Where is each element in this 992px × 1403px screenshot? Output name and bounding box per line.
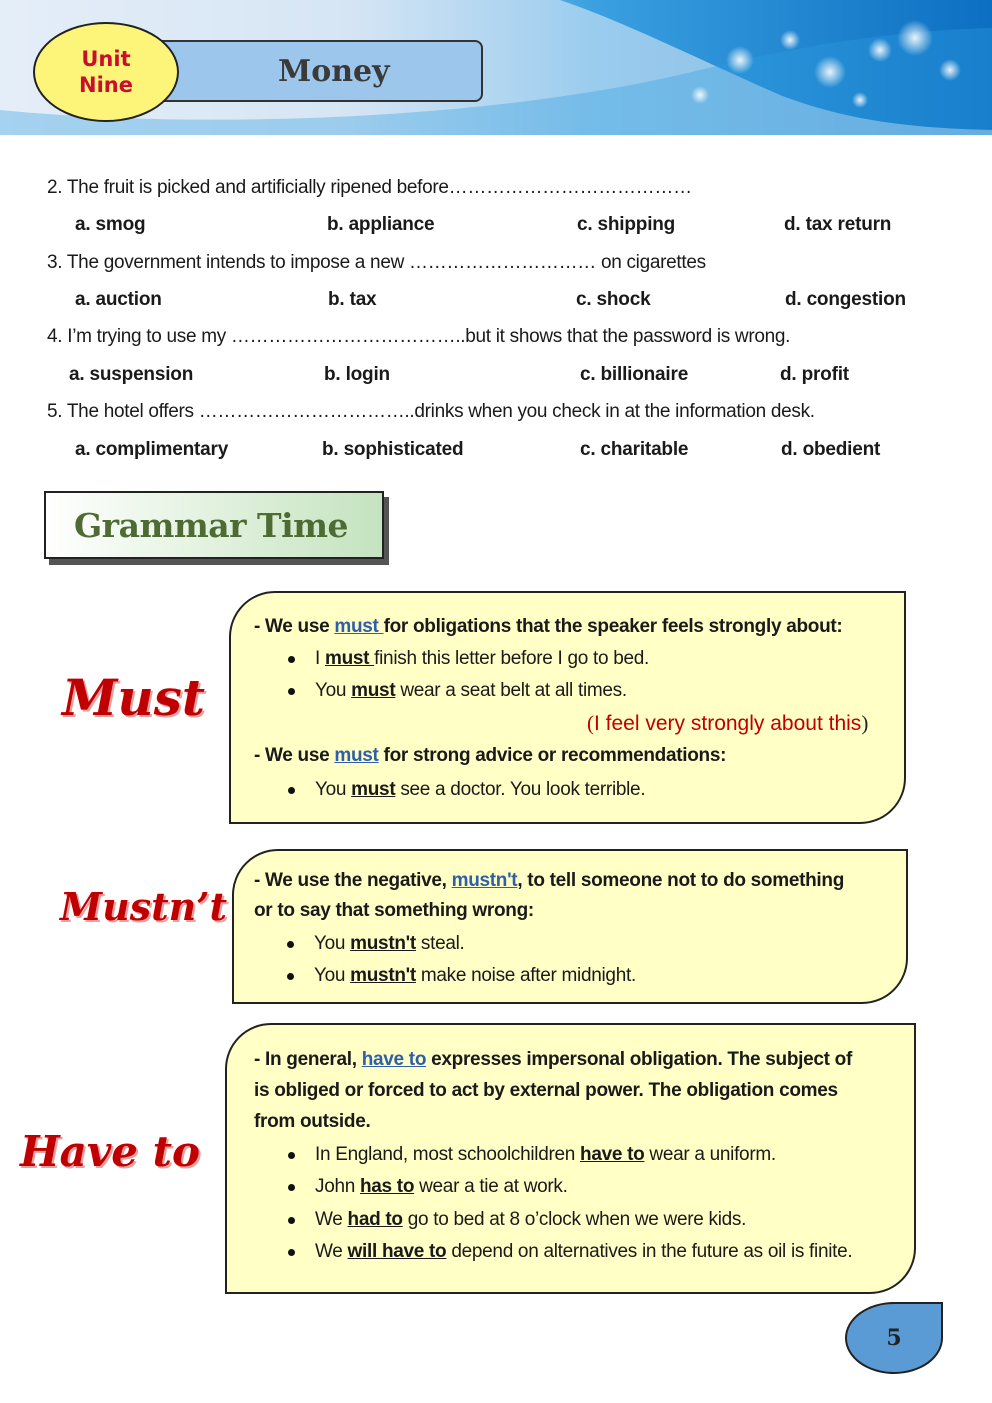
grammar-time-heading	[44, 491, 384, 559]
question-3: 3. The government intends to impose a new ………………………… on cigarettes	[47, 252, 706, 273]
have-to-rule-line-3: from outside.	[254, 1111, 371, 1132]
option-b: b. sophisticated	[322, 439, 464, 460]
must-example-2: You must wear a seat belt at all times.	[315, 680, 627, 701]
mustnt-rule-box	[232, 849, 908, 1004]
option-a: a. auction	[75, 289, 162, 310]
option-d: d. profit	[780, 364, 849, 385]
have-to-example-2: John has to wear a tie at work.	[315, 1176, 568, 1197]
must-label: Must	[62, 668, 205, 727]
question-4: 4. I’m trying to use my ………………………………..but it shows that the password is wrong.	[47, 326, 791, 347]
have-to-rule-line-1: - In general, have to expresses impersonal obligation. The subject of	[254, 1049, 853, 1070]
must-example-3: You must see a doctor. You look terrible.	[315, 779, 646, 800]
option-c: c. billionaire	[580, 364, 689, 385]
option-a: a. suspension	[69, 364, 194, 385]
keyword-must: must	[334, 616, 384, 637]
unit-number: Nine	[79, 73, 133, 97]
header-banner	[0, 0, 992, 135]
mustnt-example-1: You mustn't steal.	[314, 933, 465, 954]
grammar-time-title: Grammar Time	[74, 505, 349, 545]
option-b: b. appliance	[327, 214, 435, 235]
have-to-rule-box	[225, 1023, 916, 1294]
option-d: d. congestion	[785, 289, 906, 310]
have-to-label: Have to	[20, 1127, 201, 1176]
must-rule-2: - We use must for strong advice or recommendations:	[254, 745, 727, 766]
page-number: 5	[886, 1325, 902, 1351]
question-5: 5. The hotel offers ……………………………..drinks when you check in at the information desk.	[47, 401, 815, 422]
unit-badge	[33, 22, 179, 122]
option-c: c. shipping	[577, 214, 676, 235]
option-d: d. obedient	[781, 439, 881, 460]
have-to-example-1: In England, most schoolchildren have to wear a uniform.	[315, 1144, 776, 1165]
option-a: a. smog	[75, 214, 146, 235]
mustnt-rule-line-1: - We use the negative, mustn't, to tell someone not to do something	[254, 870, 845, 891]
keyword-have-to: have to	[361, 1049, 427, 1070]
option-b: b. tax	[328, 289, 377, 310]
have-to-rule-line-2: is obliged or forced to act by external power. The obligation comes	[254, 1080, 838, 1101]
keyword-mustnt: mustn't	[451, 870, 518, 891]
option-a: a. complimentary	[75, 439, 229, 460]
keyword-must: must	[334, 745, 379, 766]
unit-label: Unit	[81, 47, 131, 71]
have-to-example-4: We will have to depend on alternatives in the future as oil is finite.	[315, 1241, 853, 1262]
option-c: c. charitable	[580, 439, 689, 460]
have-to-example-3: We had to go to bed at 8 o’clock when we were kids.	[315, 1209, 747, 1230]
must-example-1: I must finish this letter before I go to bed.	[315, 648, 649, 669]
mustnt-example-2: You mustn't make noise after midnight.	[314, 965, 636, 986]
must-rule-box	[229, 591, 906, 824]
option-b: b. login	[324, 364, 390, 385]
unit-title: Money	[278, 53, 390, 89]
unit-title-box	[158, 40, 483, 102]
must-rule-1: - We use must for obligations that the speaker feels strongly about:	[254, 616, 843, 637]
question-2: 2. The fruit is picked and artificially ripened before…………………………………	[47, 177, 692, 198]
must-note: (I feel very strongly about this)	[587, 711, 869, 735]
mustnt-rule-line-2: or to say that something wrong:	[254, 900, 534, 921]
page-number-badge	[845, 1302, 943, 1374]
option-c: c. shock	[576, 289, 651, 310]
mustnt-label: Mustn’t	[60, 884, 228, 929]
option-d: d. tax return	[784, 214, 892, 235]
